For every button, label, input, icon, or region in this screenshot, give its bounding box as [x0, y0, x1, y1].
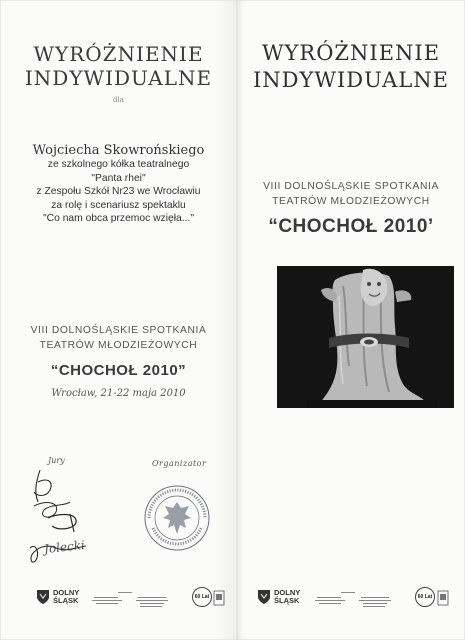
organizer-stamp [143, 484, 211, 552]
right-title [237, 40, 465, 94]
emblem-icon [213, 590, 225, 606]
shield-icon [257, 589, 271, 605]
sponsor-text-lines [313, 592, 403, 614]
jury-label: Jury [48, 456, 65, 465]
right-event-heading [237, 179, 465, 209]
anniversary-badge [415, 587, 435, 607]
left-title-line1: WYRÓŻNIENIE [33, 42, 204, 66]
left-footer-logo [36, 589, 79, 605]
award-detail-line: z Zespołu Szkół Nr23 we Wrocławiu [36, 186, 201, 198]
chochol-sculpture-photo [277, 266, 454, 408]
logo-word-2: ŚLĄSK [53, 596, 79, 605]
right-footer-sponsors [313, 592, 403, 618]
signature-text: Jolecki [43, 537, 86, 557]
recipient-name: Wojciecha Skowrońskiego [32, 143, 205, 158]
dolny-slask-text [274, 589, 300, 605]
left-footer-sponsors [90, 592, 180, 618]
shield-icon [36, 589, 50, 605]
left-event-heading [0, 323, 237, 353]
small-emblem [437, 590, 449, 606]
small-emblem [213, 590, 225, 606]
award-detail-line: "Co nam obca przemoc wzięła..." [43, 213, 194, 225]
left-title [0, 42, 237, 90]
right-footer-logo [257, 589, 300, 605]
place-date: Wrocław, 21-22 maja 2010 [51, 388, 186, 399]
event-line1: VIII DOLNOŚLĄSKIE SPOTKANIA [263, 181, 439, 192]
badge-text: 60 Lat [194, 594, 210, 600]
badge-text: 60 Lat [417, 594, 433, 600]
logo-word-1: DOLNY [53, 588, 80, 597]
right-title-line1: WYRÓŻNIENIE [261, 41, 441, 65]
award-detail-line: ze szkolnego kółka teatralnego [47, 159, 190, 170]
event-line1: VIII DOLNOŚLĄSKIE SPOTKANIA [30, 325, 207, 336]
sponsor-text-lines [90, 592, 180, 614]
for-label: dla [113, 96, 124, 104]
award-detail-line: "Panta rhei" [91, 172, 146, 184]
anniversary-badge [192, 587, 212, 607]
left-event-name: “CHOCHOŁ 2010” [50, 362, 187, 379]
right-page [237, 0, 465, 640]
dolny-slask-text [53, 589, 79, 605]
left-title-line2: INDYWIDUALNE [24, 66, 213, 90]
right-event-name: “CHOCHOŁ 2010’ [268, 216, 434, 237]
logo-word-2: ŚLĄSK [274, 596, 300, 605]
logo-word-1: DOLNY [274, 588, 301, 597]
award-detail-line: za rolę i scenariusz spektaklu [51, 199, 186, 211]
event-line2: TEATRÓW MŁODZIEŻOWYCH [39, 340, 198, 351]
event-line2: TEATRÓW MŁODZIEŻOWYCH [272, 196, 430, 207]
award-details [0, 158, 237, 226]
right-title-line2: INDYWIDUALNE [253, 68, 449, 92]
jury-signatures [26, 462, 96, 574]
emblem-icon [437, 590, 449, 606]
organizer-label: Organizator [152, 459, 207, 468]
